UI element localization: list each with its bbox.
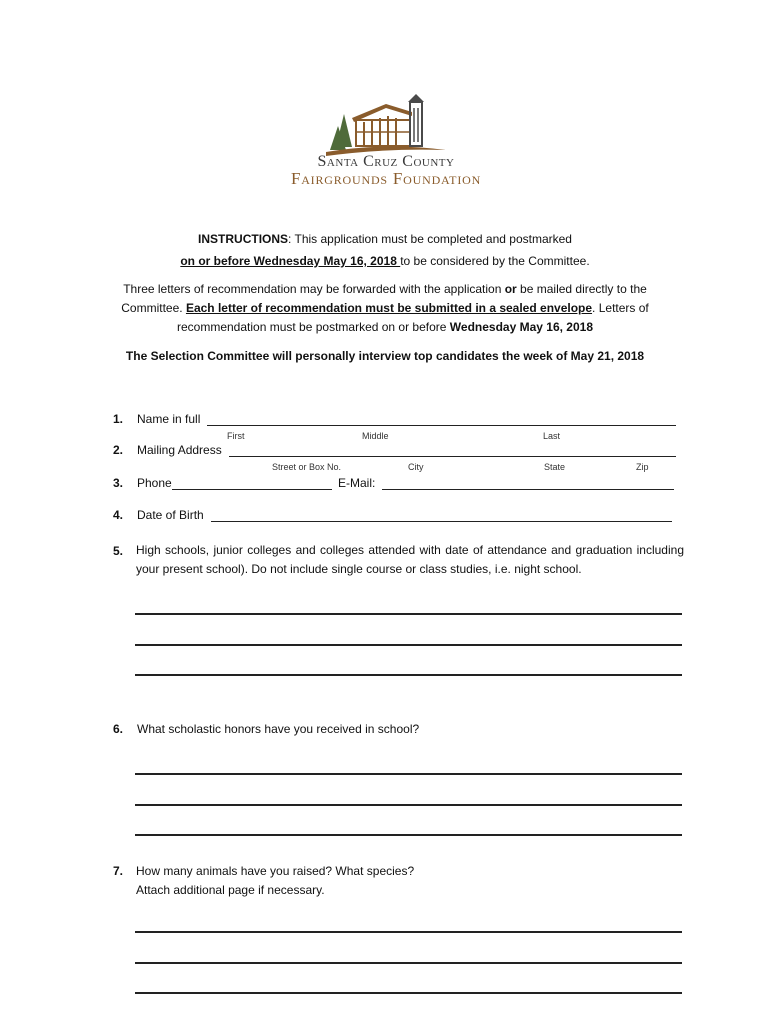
q6-number: 6. (113, 722, 124, 736)
schools-answer-line[interactable] (135, 674, 682, 676)
phone-field[interactable] (172, 489, 332, 490)
instructions-label: INSTRUCTIONS (198, 232, 289, 246)
name-sub-first: First (227, 431, 245, 441)
date-of-birth-field[interactable] (211, 521, 672, 522)
name-sub-middle: Middle (362, 431, 389, 441)
foundation-logo (236, 92, 536, 196)
recommendation-line-1 (0, 282, 770, 296)
rec-text-1: Three letters of recommendation may be forwarded with the application (123, 282, 505, 296)
q5-number: 5. (113, 544, 124, 558)
mailing-address-field[interactable] (229, 456, 676, 457)
instructions-line-2 (0, 254, 770, 268)
rec-text-4: . Letters of (592, 301, 649, 315)
name-sub-last: Last (543, 431, 561, 441)
recommendation-line-2 (0, 301, 770, 315)
rec-text-5: recommendation must be postmarked on or before (176, 320, 450, 334)
q4-label: Date of Birth (137, 508, 204, 522)
logo-foundation-text: Fairgrounds Foundation (290, 169, 482, 188)
schools-answer-line[interactable] (135, 644, 682, 646)
address-sub-city: City (408, 462, 424, 472)
animals-answer-line[interactable] (135, 962, 682, 964)
q1-number: 1. (113, 412, 124, 426)
q3-label: Phone (137, 476, 172, 490)
address-sub-zip: Zip (636, 462, 649, 472)
honors-answer-line[interactable] (135, 834, 682, 836)
q2-number: 2. (113, 443, 124, 457)
rec-date: Wednesday May 16, 2018 (449, 320, 593, 334)
q4-number: 4. (113, 508, 124, 522)
instructions-line-1 (0, 232, 770, 246)
animals-answer-line[interactable] (135, 931, 682, 933)
q7-text-line-1: How many animals have you raised? What species? (136, 864, 415, 878)
q6-text: What scholastic honors have you received in school? (137, 722, 420, 736)
q1-label: Name in full (137, 412, 201, 426)
q5-text: High schools, junior colleges and colleges attended with date of attendance and graduation including your present school). Do not include single course or class studies, i.e. night school. (136, 543, 684, 576)
honors-answer-line[interactable] (135, 773, 682, 775)
q2-label: Mailing Address (137, 443, 222, 457)
rec-sealed-text: Each letter of recommendation must be submitted in a sealed envelope (185, 301, 593, 315)
email-field[interactable] (382, 489, 674, 490)
interview-notice: The Selection Committee will personally interview top candidates the week of May 21, 2018 (125, 349, 645, 363)
schools-answer-line[interactable] (135, 613, 682, 615)
recommendation-line-3 (0, 320, 770, 334)
email-label: E-Mail: (338, 476, 376, 490)
deadline-text: on or before Wednesday May 16, 2018 (180, 254, 401, 268)
logo-county-text: Santa Cruz County (317, 153, 455, 170)
q3-number: 3. (113, 476, 124, 490)
name-field[interactable] (207, 425, 676, 426)
fairgrounds-building-icon (326, 92, 446, 156)
q7-text-line-2: Attach additional page if necessary. (136, 883, 325, 897)
rec-or: or (504, 282, 517, 296)
rec-text-2: be mailed directly to the (516, 282, 647, 296)
animals-answer-line[interactable] (135, 992, 682, 994)
rec-text-3: Committee. (121, 301, 186, 315)
address-sub-state: State (544, 462, 566, 472)
address-sub-street: Street or Box No. (272, 462, 342, 472)
honors-answer-line[interactable] (135, 804, 682, 806)
instructions-text: : This application must be completed and postmarked (288, 232, 572, 246)
q7-number: 7. (113, 864, 124, 878)
committee-text: to be considered by the Committee. (400, 254, 590, 268)
